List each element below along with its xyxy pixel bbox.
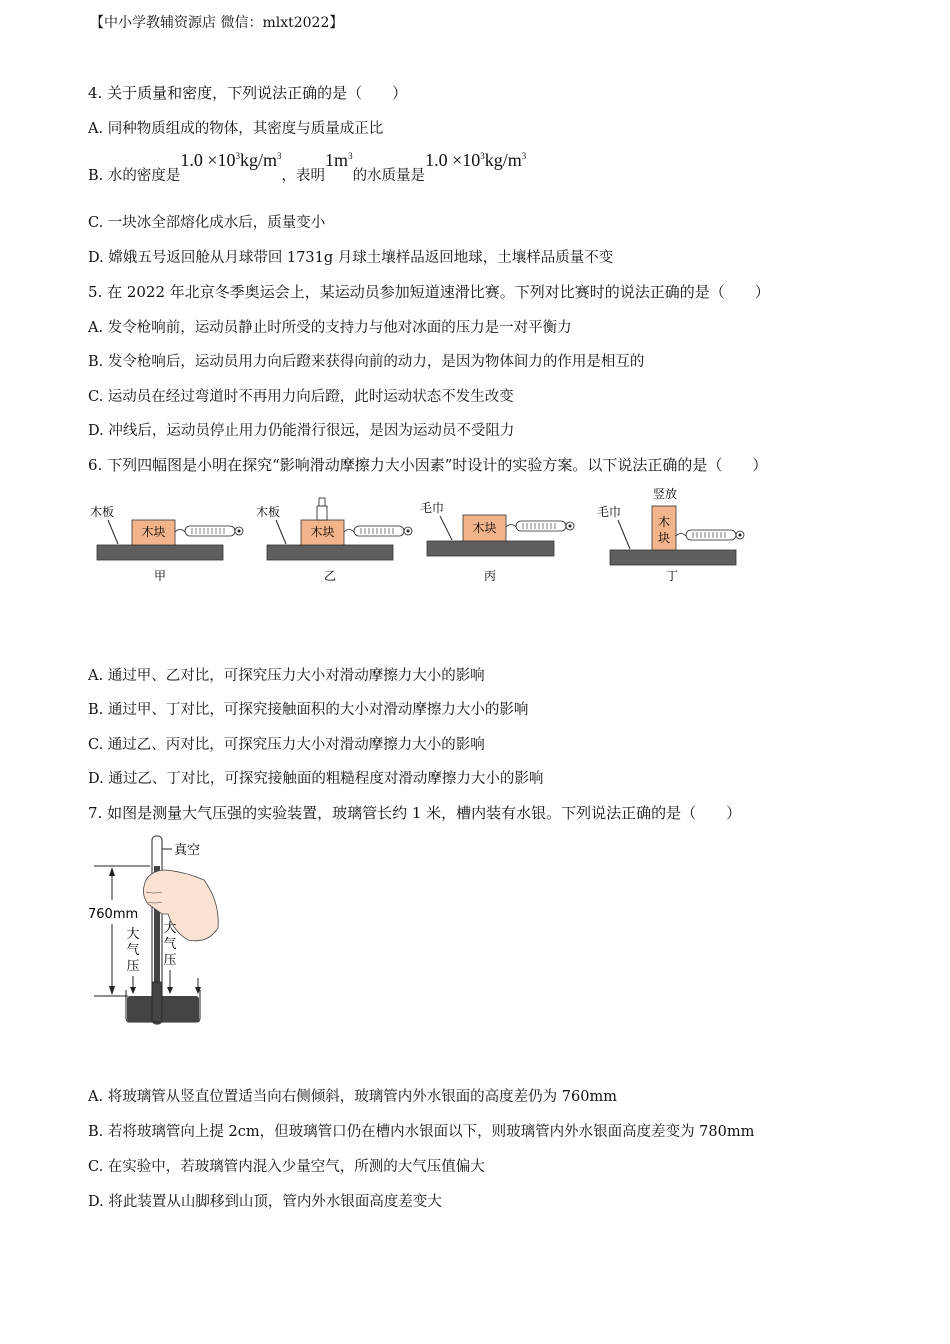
ding-block-label-2: 块 bbox=[657, 531, 671, 545]
pressure-right-1: 大 bbox=[163, 921, 177, 936]
jia-board bbox=[97, 545, 223, 560]
yi-block-label: 木块 bbox=[310, 525, 335, 539]
q4-option-a: A. 同种物质组成的物体，其密度与质量成正比 bbox=[88, 121, 384, 137]
q4-b-density-2: $1.0 \times 10^3kg/m^3$ bbox=[425, 150, 527, 170]
ding-board bbox=[610, 550, 736, 565]
bing-surface-label: 毛巾 bbox=[420, 501, 445, 515]
vacuum-label: 真空 bbox=[174, 843, 201, 858]
jia-spring-scale bbox=[185, 526, 235, 536]
q5-option-d: D. 冲线后，运动员停止用力仍能滑行很远，是因为运动员不受阻力 bbox=[88, 423, 515, 439]
fig-jia bbox=[90, 504, 243, 583]
ding-caption: 丁 bbox=[665, 569, 679, 583]
ding-surface-label: 毛巾 bbox=[597, 505, 622, 519]
bing-spring-scale bbox=[516, 521, 566, 531]
fig-ding bbox=[597, 486, 744, 583]
jia-surface-label: 木板 bbox=[90, 505, 115, 519]
height-label: 760mm bbox=[88, 907, 139, 922]
bing-board bbox=[427, 541, 554, 556]
pressure-left-3: 压 bbox=[126, 959, 140, 974]
jia-block-label: 木块 bbox=[141, 525, 166, 539]
pressure-right-3: 压 bbox=[163, 953, 177, 968]
pressure-left-2: 气 bbox=[126, 943, 140, 958]
q5-option-b: B. 发令枪响后，运动员用力向后蹬来获得向前的动力，是因为物体间力的作用是相互的 bbox=[88, 354, 645, 370]
ding-top-label: 竖放 bbox=[653, 487, 678, 501]
page-header: 【中小学教辅资源店 微信：mlxt2022】 bbox=[90, 15, 344, 31]
q4-b-density-1: $1.0 \times 10^3kg/m^3$ bbox=[180, 150, 282, 170]
ding-spring-scale bbox=[686, 530, 736, 540]
q7-option-d: D. 将此装置从山脚移到山顶，管内外水银面高度差变大 bbox=[88, 1194, 442, 1210]
pressure-right-2: 气 bbox=[163, 937, 177, 952]
q6-option-c: C. 通过乙、丙对比，可探究压力大小对滑动摩擦力大小的影响 bbox=[88, 737, 485, 753]
q5-option-c: C. 运动员在经过弯道时不再用力向后蹬，此时运动状态不发生改变 bbox=[88, 389, 514, 405]
bing-block-label: 木块 bbox=[472, 521, 497, 535]
jia-caption: 甲 bbox=[153, 569, 167, 583]
q7-barometer-figure bbox=[88, 832, 238, 1032]
q4-option-b-mid2: 的水质量是 bbox=[352, 168, 426, 184]
yi-surface-label: 木板 bbox=[256, 505, 281, 519]
yi-weight bbox=[317, 506, 327, 520]
fig-yi bbox=[256, 498, 412, 583]
q4-option-b-prefix: B. 水的密度是 bbox=[88, 168, 181, 184]
yi-caption: 乙 bbox=[323, 569, 337, 583]
q4-b-volume: $1m^3$ bbox=[325, 150, 353, 170]
pressure-left-1: 大 bbox=[126, 927, 140, 942]
ding-block-label-1: 木 bbox=[657, 515, 671, 529]
q6-option-a: A. 通过甲、乙对比，可探究压力大小对滑动摩擦力大小的影响 bbox=[88, 668, 485, 684]
q7-option-c: C. 在实验中，若玻璃管内混入少量空气，所测的大气压值偏大 bbox=[88, 1159, 485, 1175]
yi-board bbox=[267, 545, 393, 560]
q6-option-d: D. 通过乙、丁对比，可探究接触面的粗糙程度对滑动摩擦力大小的影响 bbox=[88, 771, 544, 787]
q4-option-b-mid1: ，表明 bbox=[281, 168, 326, 184]
q7-stem: 7. 如图是测量大气压强的实验装置，玻璃管长约 1 米，槽内装有水银。下列说法正确的是（ ） bbox=[88, 804, 742, 822]
q6-option-b: B. 通过甲、丁对比，可探究接触面积的大小对滑动摩擦力大小的影响 bbox=[88, 702, 529, 718]
q4-option-c: C. 一块冰全部熔化成水后，质量变小 bbox=[88, 215, 326, 231]
q6-friction-figure bbox=[80, 484, 780, 594]
q4-option-d: D. 嫦娥五号返回舱从月球带回 1731g 月球土壤样品返回地球，土壤样品质量不变 bbox=[88, 250, 614, 266]
fig-bing bbox=[420, 500, 574, 583]
yi-spring-scale bbox=[354, 526, 404, 536]
q7-option-a: A. 将玻璃管从竖直位置适当向右侧倾斜，玻璃管内外水银面的高度差仍为 760mm bbox=[88, 1089, 617, 1105]
q4-stem: 4. 关于质量和密度，下列说法正确的是（ ） bbox=[88, 84, 408, 102]
q6-stem: 6. 下列四幅图是小明在探究“影响滑动摩擦力大小因素”时设计的实验方案。以下说法正确的是（ ） bbox=[88, 456, 768, 474]
q7-option-b: B. 若将玻璃管向上提 2cm，但玻璃管口仍在槽内水银面以下，则玻璃管内外水银面高度差变为 780mm bbox=[88, 1124, 755, 1140]
q4-option-b bbox=[88, 150, 527, 184]
mercury-trough bbox=[127, 996, 199, 1022]
q5-stem: 5. 在 2022 年北京冬季奥运会上，某运动员参加短道速滑比赛。下列对比赛时的说法正确的是（ ） bbox=[88, 283, 770, 301]
bing-caption: 丙 bbox=[483, 569, 497, 583]
q5-option-a: A. 发令枪响前，运动员静止时所受的支持力与他对冰面的压力是一对平衡力 bbox=[88, 320, 572, 336]
